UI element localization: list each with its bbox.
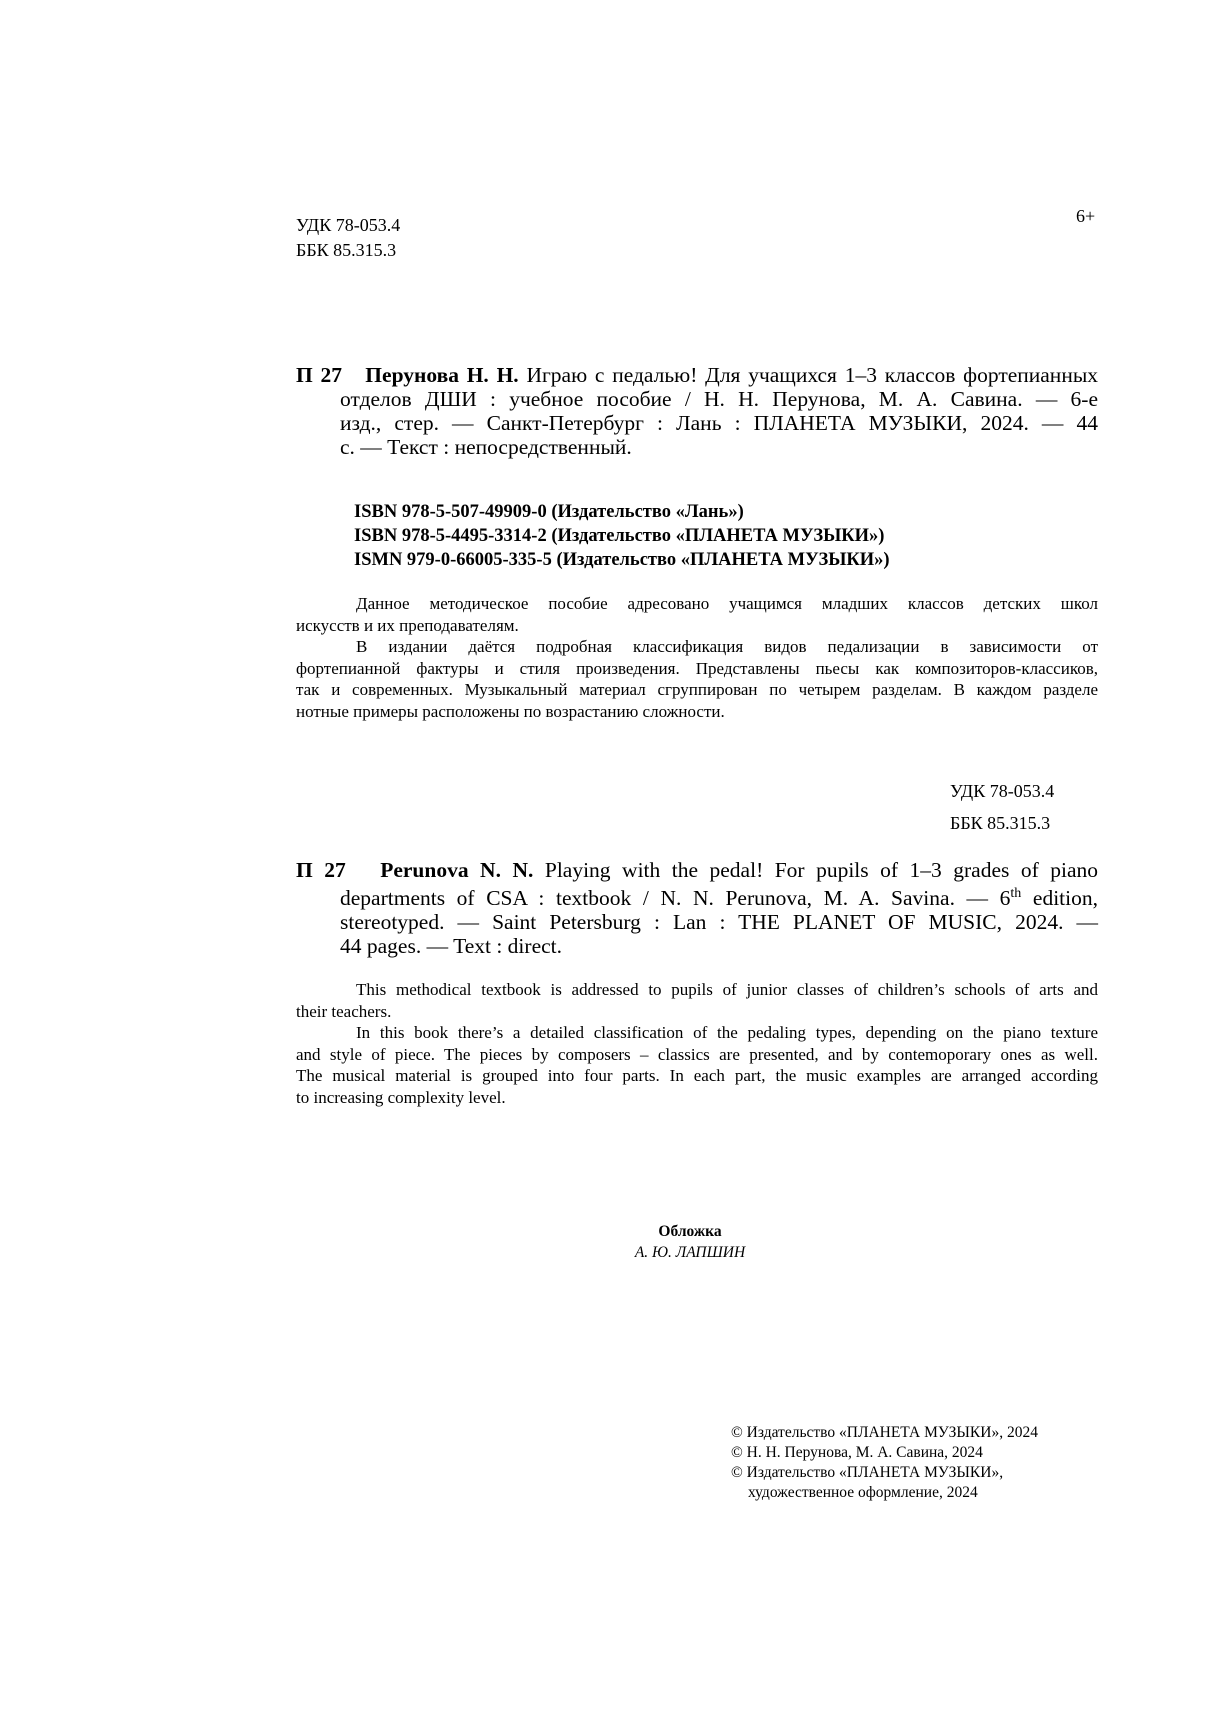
entry-line-part: edition, — [1021, 886, 1098, 911]
abstract-line: фортепианной фактуры и стиля произведения. Представлены пьесы как композиторов-классиков, — [296, 658, 1098, 678]
bibliographic-entry-ru — [296, 363, 1098, 459]
copyright-line: © Издательство «ПЛАНЕТА МУЗЫКИ», — [731, 1464, 1004, 1481]
entry-first-line — [296, 858, 1098, 882]
entry-code: П 27 — [296, 858, 346, 882]
cover-credit — [530, 1221, 850, 1263]
abstract-line: their teachers. — [296, 1001, 392, 1021]
abstract-line: to increasing complexity level. — [296, 1087, 506, 1107]
cover-label: Обложка — [658, 1223, 722, 1240]
entry-line: отделов ДШИ : учебное пособие / Н. Н. Перунова, М. А. Савина. — 6-е — [340, 387, 1098, 411]
edition-superscript: th — [1010, 886, 1022, 901]
copyright-block — [731, 1423, 1038, 1503]
entry-line: изд., стер. — Санкт-Петербург : Лань : ПЛАНЕТА МУЗЫКИ, 2024. — 44 — [340, 411, 1098, 435]
abstract-line: искусств и их преподавателям. — [296, 615, 519, 635]
abstract-line: так и современных. Музыкальный материал сгруппирован по четырем разделам. В каждом разделе — [296, 680, 1098, 699]
entry-line: stereotyped. — Saint Petersburg : Lan : THE PLANET OF MUSIC, 2024. — — [340, 910, 1098, 935]
abstract-line: В издании даётся подробная классификация видов педализации в зависимости от — [356, 637, 1098, 656]
entry-line — [340, 882, 1098, 910]
abstract-line: and style of piece. The pieces by composers – classics are presented, and by contemoporary ones as well. — [296, 1044, 1098, 1064]
entry-author: Перунова Н. Н. — [365, 363, 519, 387]
bbk-code: ББК 85.315.3 — [296, 240, 397, 260]
udk-code: УДК 78-053.4 — [950, 781, 1055, 801]
entry-code: П 27 — [296, 363, 342, 387]
isbn-line: ISBN 978-5-507-49909-0 (Издательство «Лань») — [354, 502, 744, 522]
abstract-line: In this book there’s a detailed classification of the pedaling types, depending on the piano texture — [356, 1023, 1098, 1042]
isbn-block — [354, 500, 890, 572]
age-rating: 6+ — [1076, 206, 1096, 226]
entry-title: Playing with the pedal! For pupils of 1–3 grades of piano — [544, 858, 1099, 882]
abstract-line: The musical material is grouped into four parts. In each part, the music examples are arranged according — [296, 1066, 1098, 1085]
isbn-line: ISBN 978-5-4495-3314-2 (Издательство «ПЛАНЕТА МУЗЫКИ») — [354, 526, 885, 546]
entry-title: Играю с педалью! Для учащихся 1–3 классов фортепианных — [526, 363, 1099, 387]
classification-codes-right — [950, 775, 1054, 839]
copyright-line: © Издательство «ПЛАНЕТА МУЗЫКИ», 2024 — [731, 1424, 1038, 1441]
entry-line: 44 pages. — Text : direct. — [340, 934, 563, 959]
entry-line-part: departments of CSA : textbook / N. N. Perunova, M. A. Savina. — 6 — [340, 886, 1011, 911]
entry-line: с. — Текст : непосредственный. — [340, 435, 632, 459]
abstract-ru — [296, 593, 1098, 722]
entry-first-line — [296, 363, 1098, 387]
entry-author: Perunova N. N. — [380, 858, 534, 882]
copyright-line: © Н. Н. Перунова, М. А. Савина, 2024 — [731, 1444, 983, 1461]
bibliographic-entry-en — [296, 858, 1098, 958]
copyright-line: художественное оформление, 2024 — [748, 1484, 978, 1501]
entry-continuation — [340, 882, 1098, 958]
abstract-en — [296, 979, 1098, 1108]
abstract-line: нотные примеры расположены по возрастанию сложности. — [296, 701, 725, 721]
entry-continuation — [340, 387, 1098, 459]
ismn-line: ISMN 979-0-66005-335-5 (Издательство «ПЛАНЕТА МУЗЫКИ») — [354, 550, 890, 570]
abstract-line: Данное методическое пособие адресовано учащимся младших классов детских школ — [356, 594, 1098, 613]
cover-artist: А. Ю. ЛАПШИН — [634, 1244, 746, 1261]
classification-codes-top — [296, 213, 400, 263]
bbk-code: ББК 85.315.3 — [950, 813, 1051, 833]
udk-code: УДК 78-053.4 — [296, 215, 401, 235]
abstract-line: This methodical textbook is addressed to pupils of junior classes of children’s schools of arts and — [356, 980, 1098, 999]
